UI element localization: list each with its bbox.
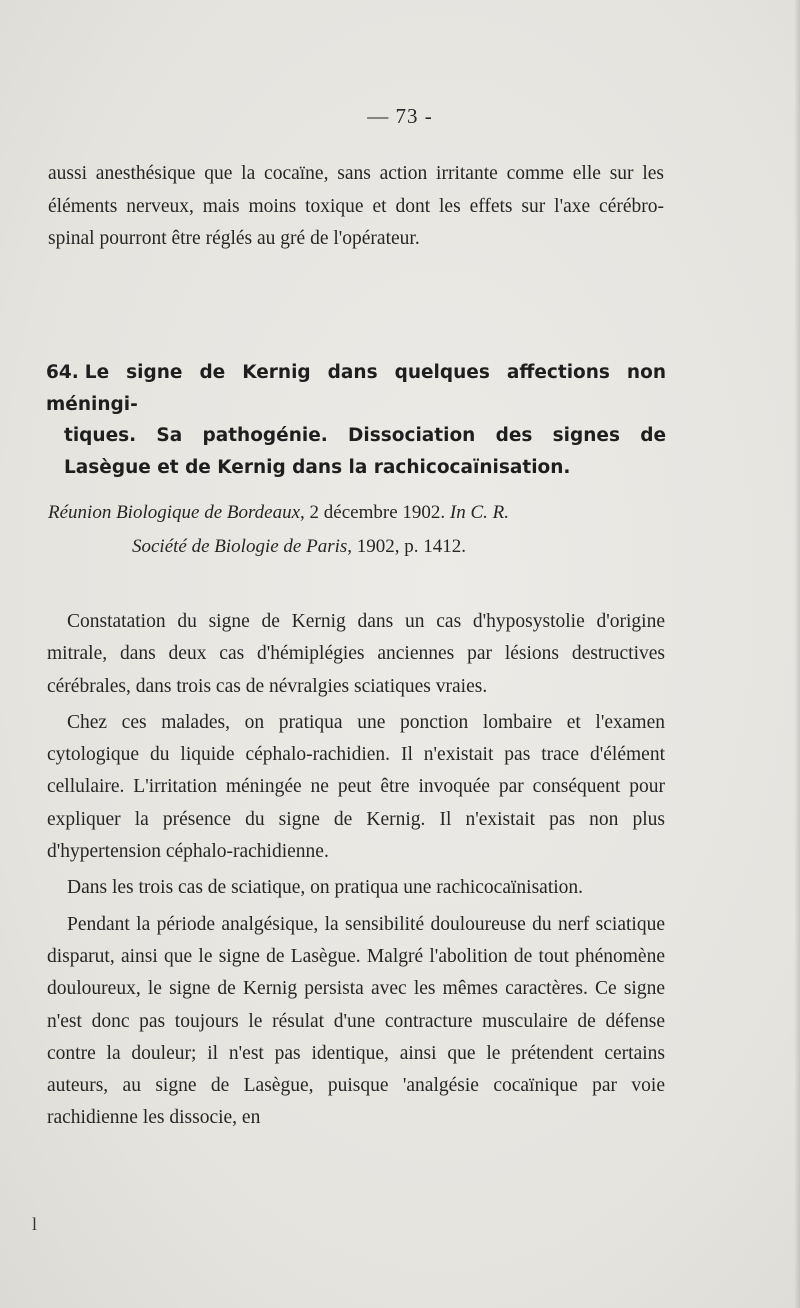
body-paragraph: Dans les trois cas de sciatique, on pratiqua une rachicocaïnisation. [67,877,584,899]
entry-heading [46,357,666,483]
entry-title-rest: tiques. Sa pathogénie. Dissociation des signes de Lasègue et de Kernig dans la rachicocaïnisation. [64,425,666,478]
body-paragraph: Constatation du signe de Kernig dans un cas d'hyposystolie d'origine mitrale, dans deux cas d'hémiplégies anciennes par lésions destructives cérébrales, dans trois cas de névralgies sciatiques vraies. [47,611,665,697]
body-paragraph: Pendant la période analgésique, la sensibilité douloureuse du nerf sciatique disparut, ainsi que le signe de Lasègue. Malgré l'abolition de tout phénomène douloureux, le signe de Kernig persista avec les mêmes caractères. Ce signe n'est donc pas toujours le résulat d'une contracture musculaire de défense contre la douleur; il n'est pas identique, ainsi que le prétendent certains auteurs, au signe de Lasègue, puisque 'analgésie cocaïnique par voie rachidienne les dissocie, en [47,913,665,1129]
entry-title-line1: Le signe de Kernig dans quelques affections non méningi- [46,362,666,415]
margin-mark: l [32,1214,38,1234]
reference-venue2: Société de Biologie de Paris [132,536,348,557]
page-edge-shadow [794,0,800,1308]
page-number: — 73 - [367,104,433,128]
reference-citation: , 1902, p. 1412. [347,536,467,557]
entry-number: 64. [46,362,79,383]
reference-in-label: In C. R. [449,502,509,523]
reference-venue1: Réunion Biologique de Bordeaux [48,502,301,523]
entry-body [47,606,665,1139]
intro-paragraph: aussi anesthésique que la cocaïne, sans action irritante comme elle sur les éléments nerveux, mais moins toxique et dont les effets sur l'axe cérébro-spinal pourront être réglés au gré de l'opérateur. [48,163,664,249]
reference-date: , 2 décembre 1902. [300,502,450,523]
body-paragraph: Chez ces malades, on pratiqua une ponction lombaire et l'examen cytologique du liquide céphalo-rachidien. Il n'existait pas trace d'élément cellulaire. L'irritation méningée ne peut être invoquée par conséquent pour expliquer la présence du signe de Kernig. Il n'existait pas non plus d'hypertension céphalo-rachidienne. [47,711,665,863]
entry-reference [48,496,666,564]
